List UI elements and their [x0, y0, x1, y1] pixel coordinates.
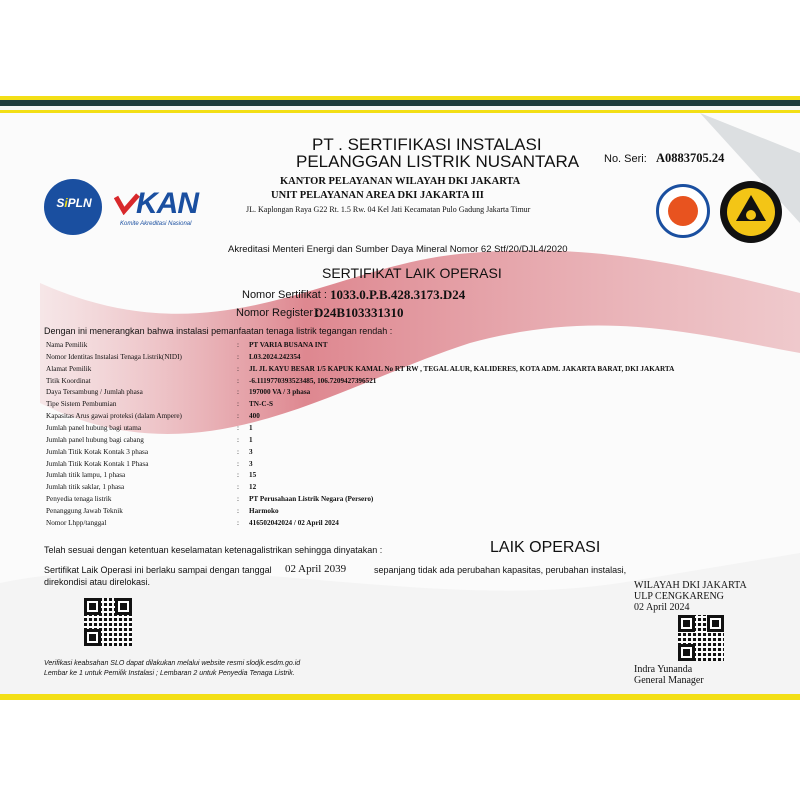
field-label: Penyedia tenaga listrik: [46, 495, 112, 504]
certificate-number-value: 1033.0.P.B.428.3173.D24: [330, 287, 466, 302]
field-label: Tipe Sistem Pembumian: [46, 400, 117, 409]
field-label: Alamat Pemilik: [46, 364, 92, 373]
footer-copies: Lembar ke 1 untuk Pemilik Instalasi ; Lembaran 2 untuk Penyedia Tenaga Listrik.: [44, 670, 295, 677]
field-label: Kapasitas Arus gawai proteksi (dalam Ampere): [46, 412, 182, 421]
field-label: Nama Pemilik: [46, 341, 88, 349]
field-value: 1: [249, 423, 253, 432]
register-value: D24B103331310: [314, 305, 404, 320]
field-value: Harmoko: [249, 506, 279, 515]
field-label: Nomor Identitas Instalasi Tenaga Listrik(NIDI): [46, 352, 182, 361]
field-row: [46, 352, 786, 363]
field-row: [46, 387, 786, 398]
field-row: [46, 494, 786, 505]
signature-qr-code: [678, 615, 724, 661]
validity-date: 02 April 2039: [285, 563, 347, 575]
signatory-name: Indra Yunanda: [634, 664, 693, 675]
esdm-emblem-icon: [718, 179, 784, 245]
field-label: Jumlah Titik Kotak Kontak 1 Phasa: [46, 459, 149, 468]
field-value: -6.1119770393523485, 106.7209427396521: [249, 376, 377, 385]
field-label: Jumlah Titik Kotak Kontak 3 phasa: [46, 447, 149, 456]
field-value: PT Perusahaan Listrik Negara (Persero): [249, 495, 374, 504]
field-value: PT VARIA BUSANA INT: [249, 341, 328, 349]
field-value: 416502042024 / 02 April 2024: [249, 518, 339, 527]
signature-region: WILAYAH DKI JAKARTA: [634, 580, 747, 591]
certificate: [0, 113, 800, 700]
field-label: Jumlah panel hubung bagi utama: [46, 423, 142, 432]
field-colon: :: [237, 364, 239, 373]
signatory-position: General Manager: [634, 675, 704, 686]
accreditation-text: Akreditasi Menteri Energi dan Sumber Daya Mineral Nomor 62 Stf/20/DJL4/2020: [228, 244, 568, 255]
field-colon: :: [237, 412, 239, 421]
field-label: Titik Koordinat: [46, 376, 91, 385]
field-label: Nomor Lhpp/tanggal: [46, 518, 107, 527]
sipln-logo-text: SiPLN: [56, 196, 92, 210]
validity-prefix: Sertifikat Laik Operasi ini berlaku sampai dengan tanggal: [44, 565, 272, 575]
field-value: 3: [249, 447, 253, 456]
office-line2: UNIT PELAYANAN AREA DKI JAKARTA III: [271, 190, 484, 201]
field-colon: :: [237, 341, 239, 349]
field-colon: :: [237, 435, 239, 444]
validity-suffix: sepanjang tidak ada perubahan kapasitas, perubahan instalasi,: [374, 565, 627, 575]
field-label: Penanggung Jawab Teknik: [46, 506, 123, 515]
top-band-white: [0, 106, 800, 110]
field-colon: :: [237, 400, 239, 409]
field-value: 15: [249, 471, 257, 480]
register-label: Nomor Register :: [236, 307, 320, 319]
validity-line2: direkondisi atau direlokasi.: [44, 577, 151, 587]
signature-date: 02 April 2024: [634, 602, 690, 613]
field-row: [46, 364, 786, 375]
field-value: 1: [249, 435, 253, 444]
field-row: [46, 506, 786, 517]
company-name-line2: PELANGGAN LISTRIK NUSANTARA: [296, 152, 580, 171]
sucofindo-logo-inner: [668, 196, 698, 226]
field-value: L03.2024.242354: [249, 352, 301, 361]
field-row: [46, 411, 786, 422]
office-line1: KANTOR PELAYANAN WILAYAH DKI JAKARTA: [280, 176, 521, 187]
field-row: [46, 459, 786, 470]
field-label: Daya Tersambung / Jumlah phasa: [46, 388, 143, 397]
field-colon: :: [237, 471, 239, 480]
certificate-number-label: Nomor Sertifikat :: [242, 289, 327, 301]
verification-qr-code: [84, 598, 132, 646]
field-value: TN-C-S: [249, 400, 273, 409]
field-row: [46, 423, 786, 434]
office-address: JL. Kaplongan Raya G22 Rt. 1.5 Rw. 04 Kel Jati Kecamatan Pulo Gadung Jakarta Timur: [246, 205, 531, 214]
field-value: 3: [249, 459, 253, 468]
field-label: Jumlah titik lampu, 1 phasa: [46, 471, 126, 480]
field-colon: :: [237, 388, 239, 397]
bottom-band: [0, 694, 800, 700]
field-row: [46, 376, 786, 387]
field-label: Jumlah panel hubung bagi cabang: [46, 435, 144, 444]
field-value: JL JL KAYU BESAR 1/5 KAPUK KAMAL No RT RW , TEGAL ALUR, KALIDERES, KOTA ADM. JAKARTA BARAT, DKI JAKARTA: [249, 364, 675, 373]
signature-ulp: ULP CENGKARENG: [634, 591, 724, 602]
field-colon: :: [237, 495, 239, 504]
field-label: Jumlah titik saklar, 1 phasa: [46, 483, 125, 492]
field-row: [46, 470, 786, 481]
kan-logo-text: KAN: [136, 187, 198, 220]
laik-operasi-status: LAIK OPERASI: [490, 539, 601, 556]
field-colon: :: [237, 506, 239, 515]
field-value: 12: [249, 483, 257, 492]
field-row: [46, 340, 786, 351]
field-row: [46, 447, 786, 458]
field-colon: :: [237, 518, 239, 527]
field-value: 197000 VA / 3 phasa: [249, 388, 311, 397]
company-name-line1: PT . SERTIFIKASI INSTALASI: [312, 135, 542, 154]
field-colon: :: [237, 483, 239, 492]
serial-label: No. Seri:: [604, 153, 647, 165]
intro-text: Dengan ini menerangkan bahwa instalasi pemanfaatan tenaga listrik tegangan rendah :: [44, 326, 393, 336]
field-row: [46, 435, 786, 446]
footer-verify: Verifikasi keabsahan SLO dapat dilakukan melalui website resmi slodjk.esdm.go.id: [44, 660, 301, 667]
field-colon: :: [237, 376, 239, 385]
kan-subtitle: Komite Akreditasi Nasional: [120, 221, 192, 227]
field-colon: :: [237, 423, 239, 432]
field-value: 400: [249, 412, 260, 421]
field-colon: :: [237, 447, 239, 456]
field-colon: :: [237, 352, 239, 361]
field-row: [46, 518, 786, 529]
field-colon: :: [237, 459, 239, 468]
serial-value: A0883705.24: [656, 151, 725, 165]
field-row: [46, 399, 786, 410]
field-row: [46, 482, 786, 493]
declaration-text: Telah sesuai dengan ketentuan keselamatan ketenagalistrikan sehingga dinyatakan :: [44, 545, 383, 555]
certificate-title: SERTIFIKAT LAIK OPERASI: [322, 265, 502, 281]
